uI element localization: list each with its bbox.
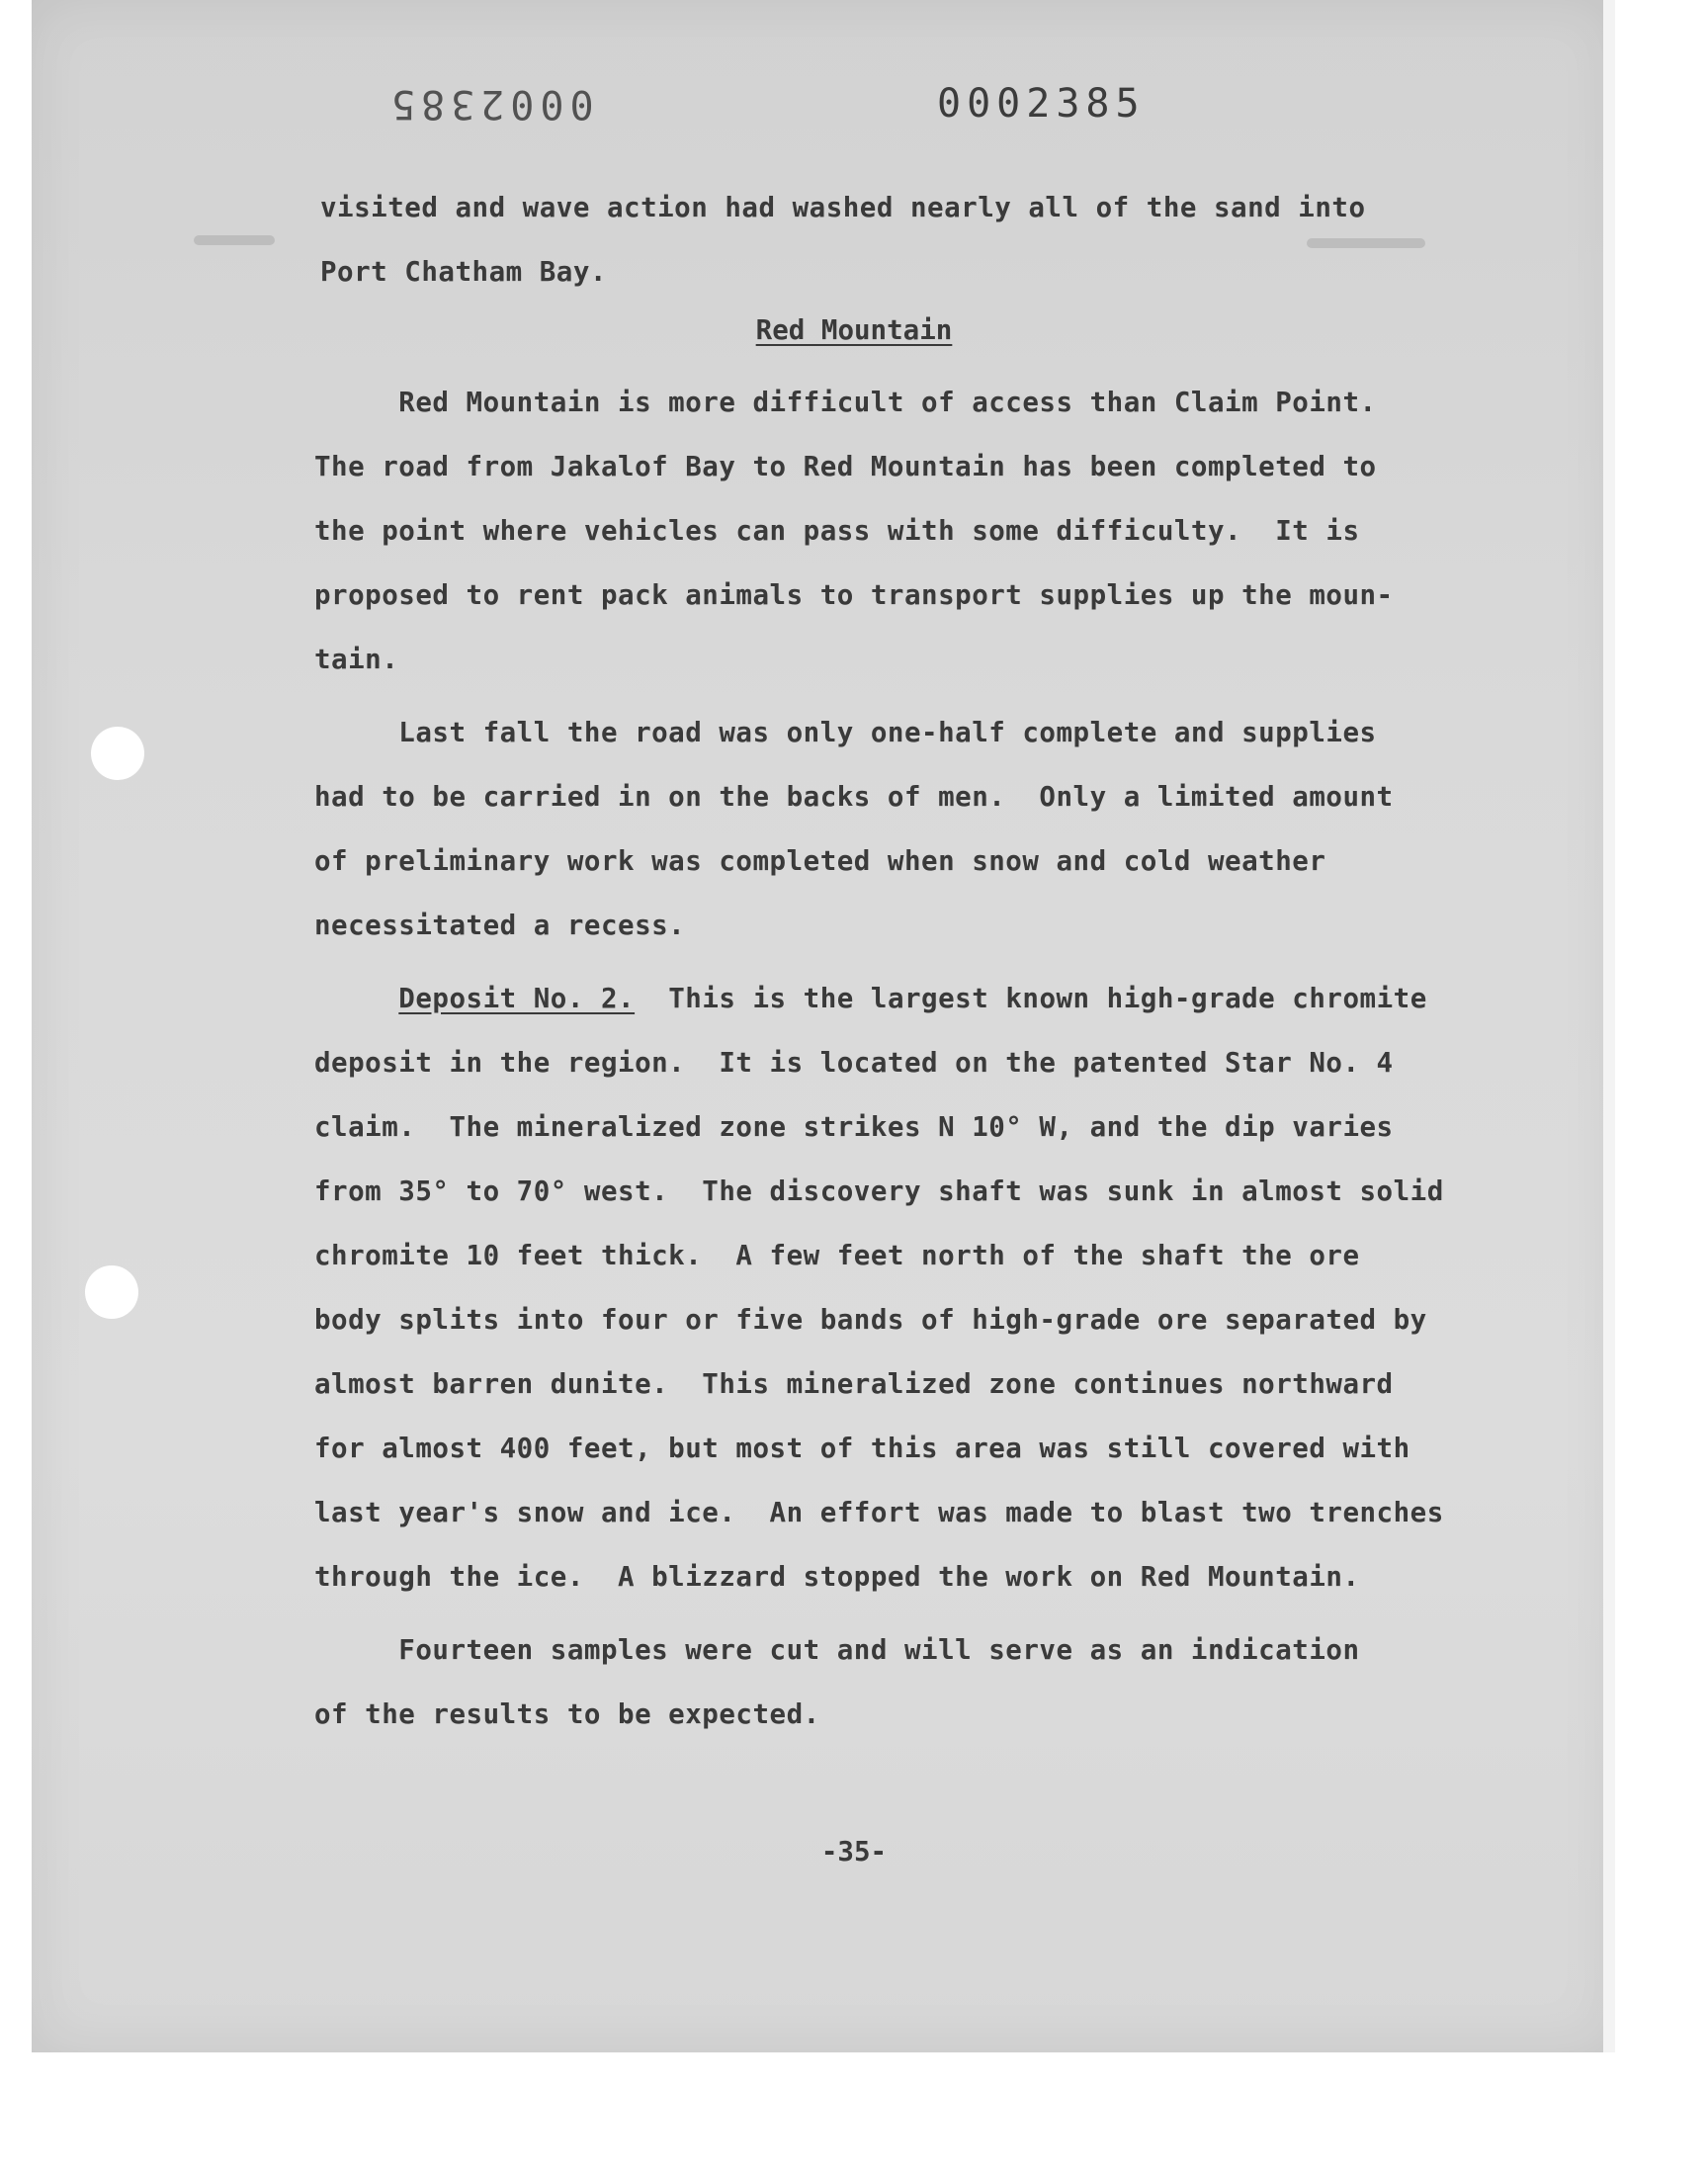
text-line: for almost 400 feet, but most of this area was still covered with <box>314 1433 1410 1464</box>
text-line: of preliminary work was completed when snow and cold weather <box>314 845 1326 877</box>
text-line: almost barren dunite. This mineralized zone continues northward <box>314 1368 1394 1400</box>
text-line: through the ice. A blizzard stopped the work on Red Mountain. <box>314 1561 1360 1593</box>
text-line: Last fall the road was only one-half complete and supplies <box>314 717 1377 748</box>
text-line: Port Chatham Bay. <box>320 256 607 288</box>
text-line: of the results to be expected. <box>314 1698 820 1730</box>
punch-hole-lower <box>85 1265 138 1319</box>
scan-margin <box>0 2052 1708 2175</box>
text-line: body splits into four or five bands of high-grade ore separated by <box>314 1304 1427 1336</box>
document-number: 0002385 <box>937 81 1146 127</box>
page-number: -35- <box>820 1836 888 1868</box>
text-line: chromite 10 feet thick. A few feet north of the shaft the ore <box>314 1240 1360 1271</box>
text-line: had to be carried in on the backs of men. Only a limited amount <box>314 781 1394 813</box>
section-heading <box>0 314 1708 346</box>
text-line: the point where vehicles can pass with some difficulty. It is <box>314 515 1360 547</box>
text-line: Red Mountain is more difficult of access than Claim Point. <box>314 387 1377 418</box>
text-line: from 35° to 70° west. The discovery shaft was sunk in almost solid <box>314 1175 1444 1207</box>
scan-smudge-left <box>194 235 275 245</box>
text-line: The road from Jakalof Bay to Red Mountain has been completed to <box>314 451 1377 482</box>
text-line: deposit in the region. It is located on the patented Star No. 4 <box>314 1047 1394 1079</box>
text-line: proposed to rent pack animals to transport supplies up the moun- <box>314 579 1394 611</box>
text-line: last year's snow and ice. An effort was made to blast two trenches <box>314 1497 1444 1528</box>
punch-hole-upper <box>91 727 144 780</box>
deposit-intro: This is the largest known high-grade chromite <box>635 983 1427 1014</box>
text-line: tain. <box>314 644 399 675</box>
text-line: Fourteen samples were cut and will serve as an indication <box>314 1634 1360 1666</box>
mirrored-document-number: 0002385 <box>385 81 594 127</box>
text-line: necessitated a recess. <box>314 910 686 941</box>
deposit-heading: Deposit No. 2. <box>398 983 636 1014</box>
heading-text: Red Mountain <box>755 314 953 346</box>
text-line: visited and wave action had washed nearly all of the sand into <box>320 192 1366 223</box>
paper-edge <box>1603 0 1615 2052</box>
text-line <box>314 967 1427 1031</box>
text-line: claim. The mineralized zone strikes N 10° W, and the dip varies <box>314 1111 1394 1143</box>
